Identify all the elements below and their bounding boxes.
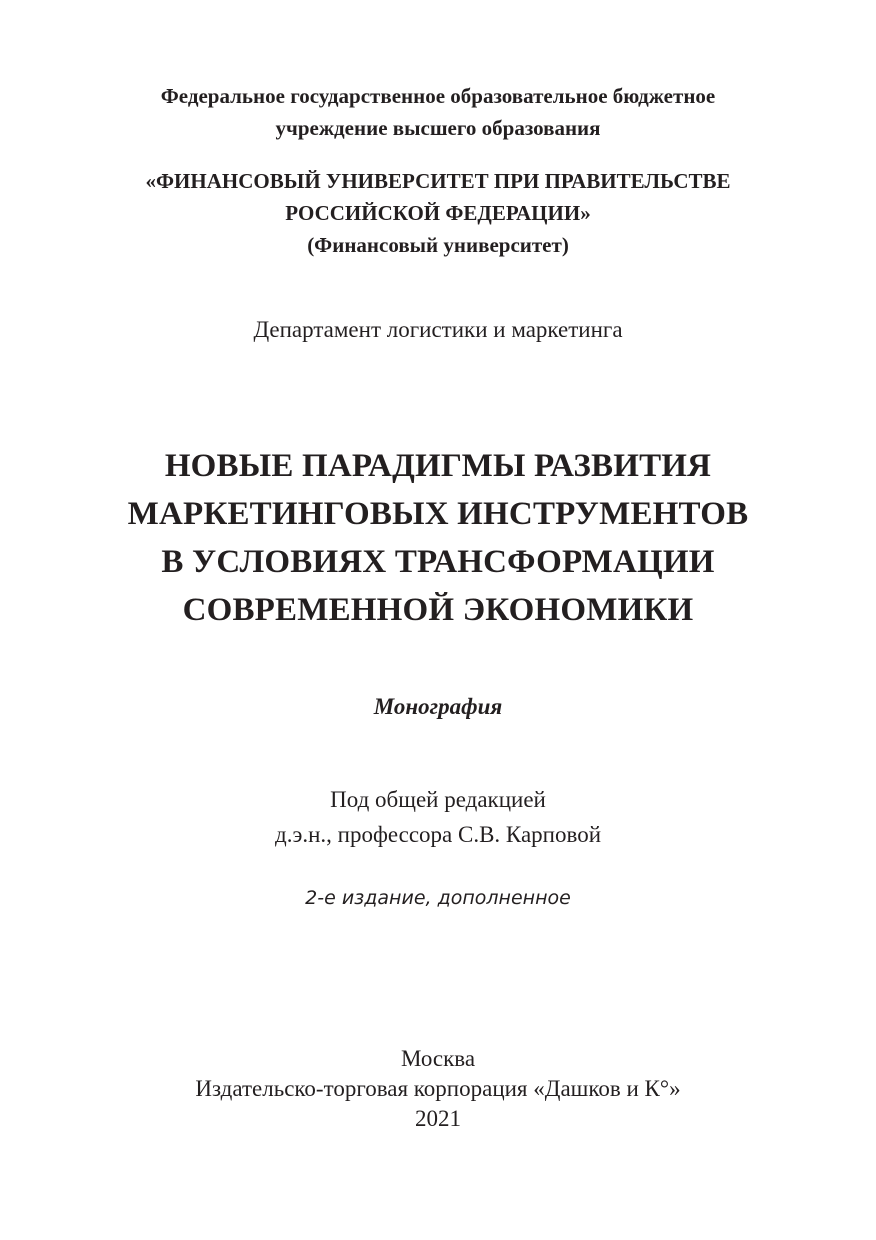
book-title-line-1: НОВЫЕ ПАРАДИГМЫ РАЗВИТИЯ [164,448,712,484]
imprint-year: 2021 [415,1106,461,1131]
edition-note: 2-е издание, дополненное [305,887,571,909]
imprint-publisher: Издательско-торговая корпорация «Дашков и К°» [195,1076,681,1101]
university-name-line-2: РОССИЙСКОЙ ФЕДЕРАЦИИ» [285,201,591,225]
editor-line-2: д.э.н., профессора С.В. Карповой [275,822,601,847]
department-name: Департамент логистики и маркетинга [253,317,623,342]
book-genre: Монография [373,694,503,719]
editor-line-1: Под общей редакцией [330,787,546,812]
university-name-line-1: «ФИНАНСОВЫЙ УНИВЕРСИТЕТ ПРИ ПРАВИТЕЛЬСТВЕ [145,169,731,193]
book-title-line-2: МАРКЕТИНГОВЫХ ИНСТРУМЕНТОВ [127,496,749,532]
book-title-line-3: В УСЛОВИЯХ ТРАНСФОРМАЦИИ [161,544,715,580]
imprint-city: Москва [400,1046,476,1071]
institution-line-2: учреждение высшего образования [275,116,601,140]
institution-line-1: Федеральное государственное образовательное бюджетное [160,84,716,108]
book-title-line-4: СОВРЕМЕННОЙ ЭКОНОМИКИ [182,592,694,628]
university-short-name: (Финансовый университет) [307,233,569,257]
